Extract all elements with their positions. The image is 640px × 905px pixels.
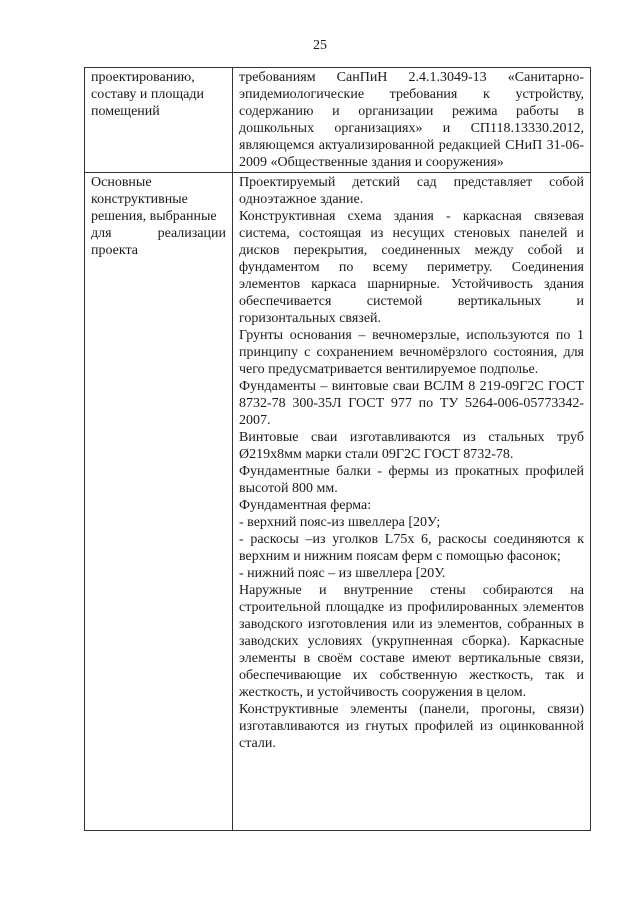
paragraph: Конструктивная схема здания - каркасная связевая система, состоящая из несущих стеновых панелей и дисков перекрытия, соединенных между собой и фундаментом по всему периметру. Соединения элементов каркаса шарнирные. Устойчивость здания обеспечивается системой вертикальных и горизонтальных связей. <box>239 209 584 326</box>
row-label-cell <box>85 173 233 831</box>
row-label-line: составу и площади <box>91 87 204 102</box>
paragraph: Фундаментные балки - фермы из прокатных профилей высотой 800 мм. <box>239 464 584 496</box>
paragraph: - нижний пояс – из швеллера [20У. <box>239 566 446 581</box>
specification-table <box>84 67 591 831</box>
row-label-line: решения, выбранные <box>91 209 217 224</box>
paragraph: - раскосы –из уголков L75x 6, раскосы соединяются к верхним и нижним поясам ферм с помощью фасонок; <box>239 532 584 564</box>
paragraph: - верхний пояс-из швеллера [20У; <box>239 515 441 530</box>
row-label-line: Основные <box>91 175 152 190</box>
row-content-cell <box>233 173 591 831</box>
row-label-line: помещений <box>91 104 160 119</box>
paragraph: Проектируемый детский сад представляет собой одноэтажное здание. <box>239 175 584 207</box>
row-label-cell <box>85 68 233 173</box>
row-content-cell <box>233 68 591 173</box>
paragraph: требованиям СанПиН 2.4.1.3049-13 «Санитарно-эпидемиологические требования к устройству, содержанию и организации режима работы в дошкольных организациях» и СП118.13330.2012, являющемся актуализированной редакцией СНиП 31-06-2009 «Общественные здания и сооружения» <box>239 70 584 170</box>
page-number: 25 <box>313 38 327 53</box>
row-label-line: проектированию, <box>91 70 195 85</box>
paragraph: Конструктивные элементы (панели, прогоны, связи) изготавливаются из гнутых профилей из оцинкованной стали. <box>239 702 584 751</box>
paragraph: Винтовые сваи изготавливаются из стальных труб Ø219x8мм марки стали 09Г2С ГОСТ 8732-78. <box>239 430 584 462</box>
paragraph: Грунты основания – вечномерзлые, используются по 1 принципу с сохранением вечномёрзлого состояния, для чего предусматривается вентилируемое подполье. <box>239 328 584 377</box>
row-label-line: для реализации <box>91 226 226 241</box>
row-label-line: проекта <box>91 243 138 258</box>
paragraph: Фундаментная ферма: <box>239 498 372 513</box>
paragraph: Наружные и внутренние стены собираются на строительной площадке из профилированных элементов заводского изготовления или из элементов, собранных в заводских условиях (укрупненная сборка). Каркасные элементы в своём составе имеют вертикальные связи, обеспечивающие их собственную жесткость, так и жесткость, и устойчивость сооружения в целом. <box>239 583 584 700</box>
table-row <box>85 173 591 831</box>
paragraph: Фундаменты – винтовые сваи ВСЛМ 8 219-09Г2С ГОСТ 8732-78 300-35Л ГОСТ 977 по ТУ 5264-006-05773342-2007. <box>239 379 584 428</box>
table-row <box>85 68 591 173</box>
row-label-line: конструктивные <box>91 192 188 207</box>
